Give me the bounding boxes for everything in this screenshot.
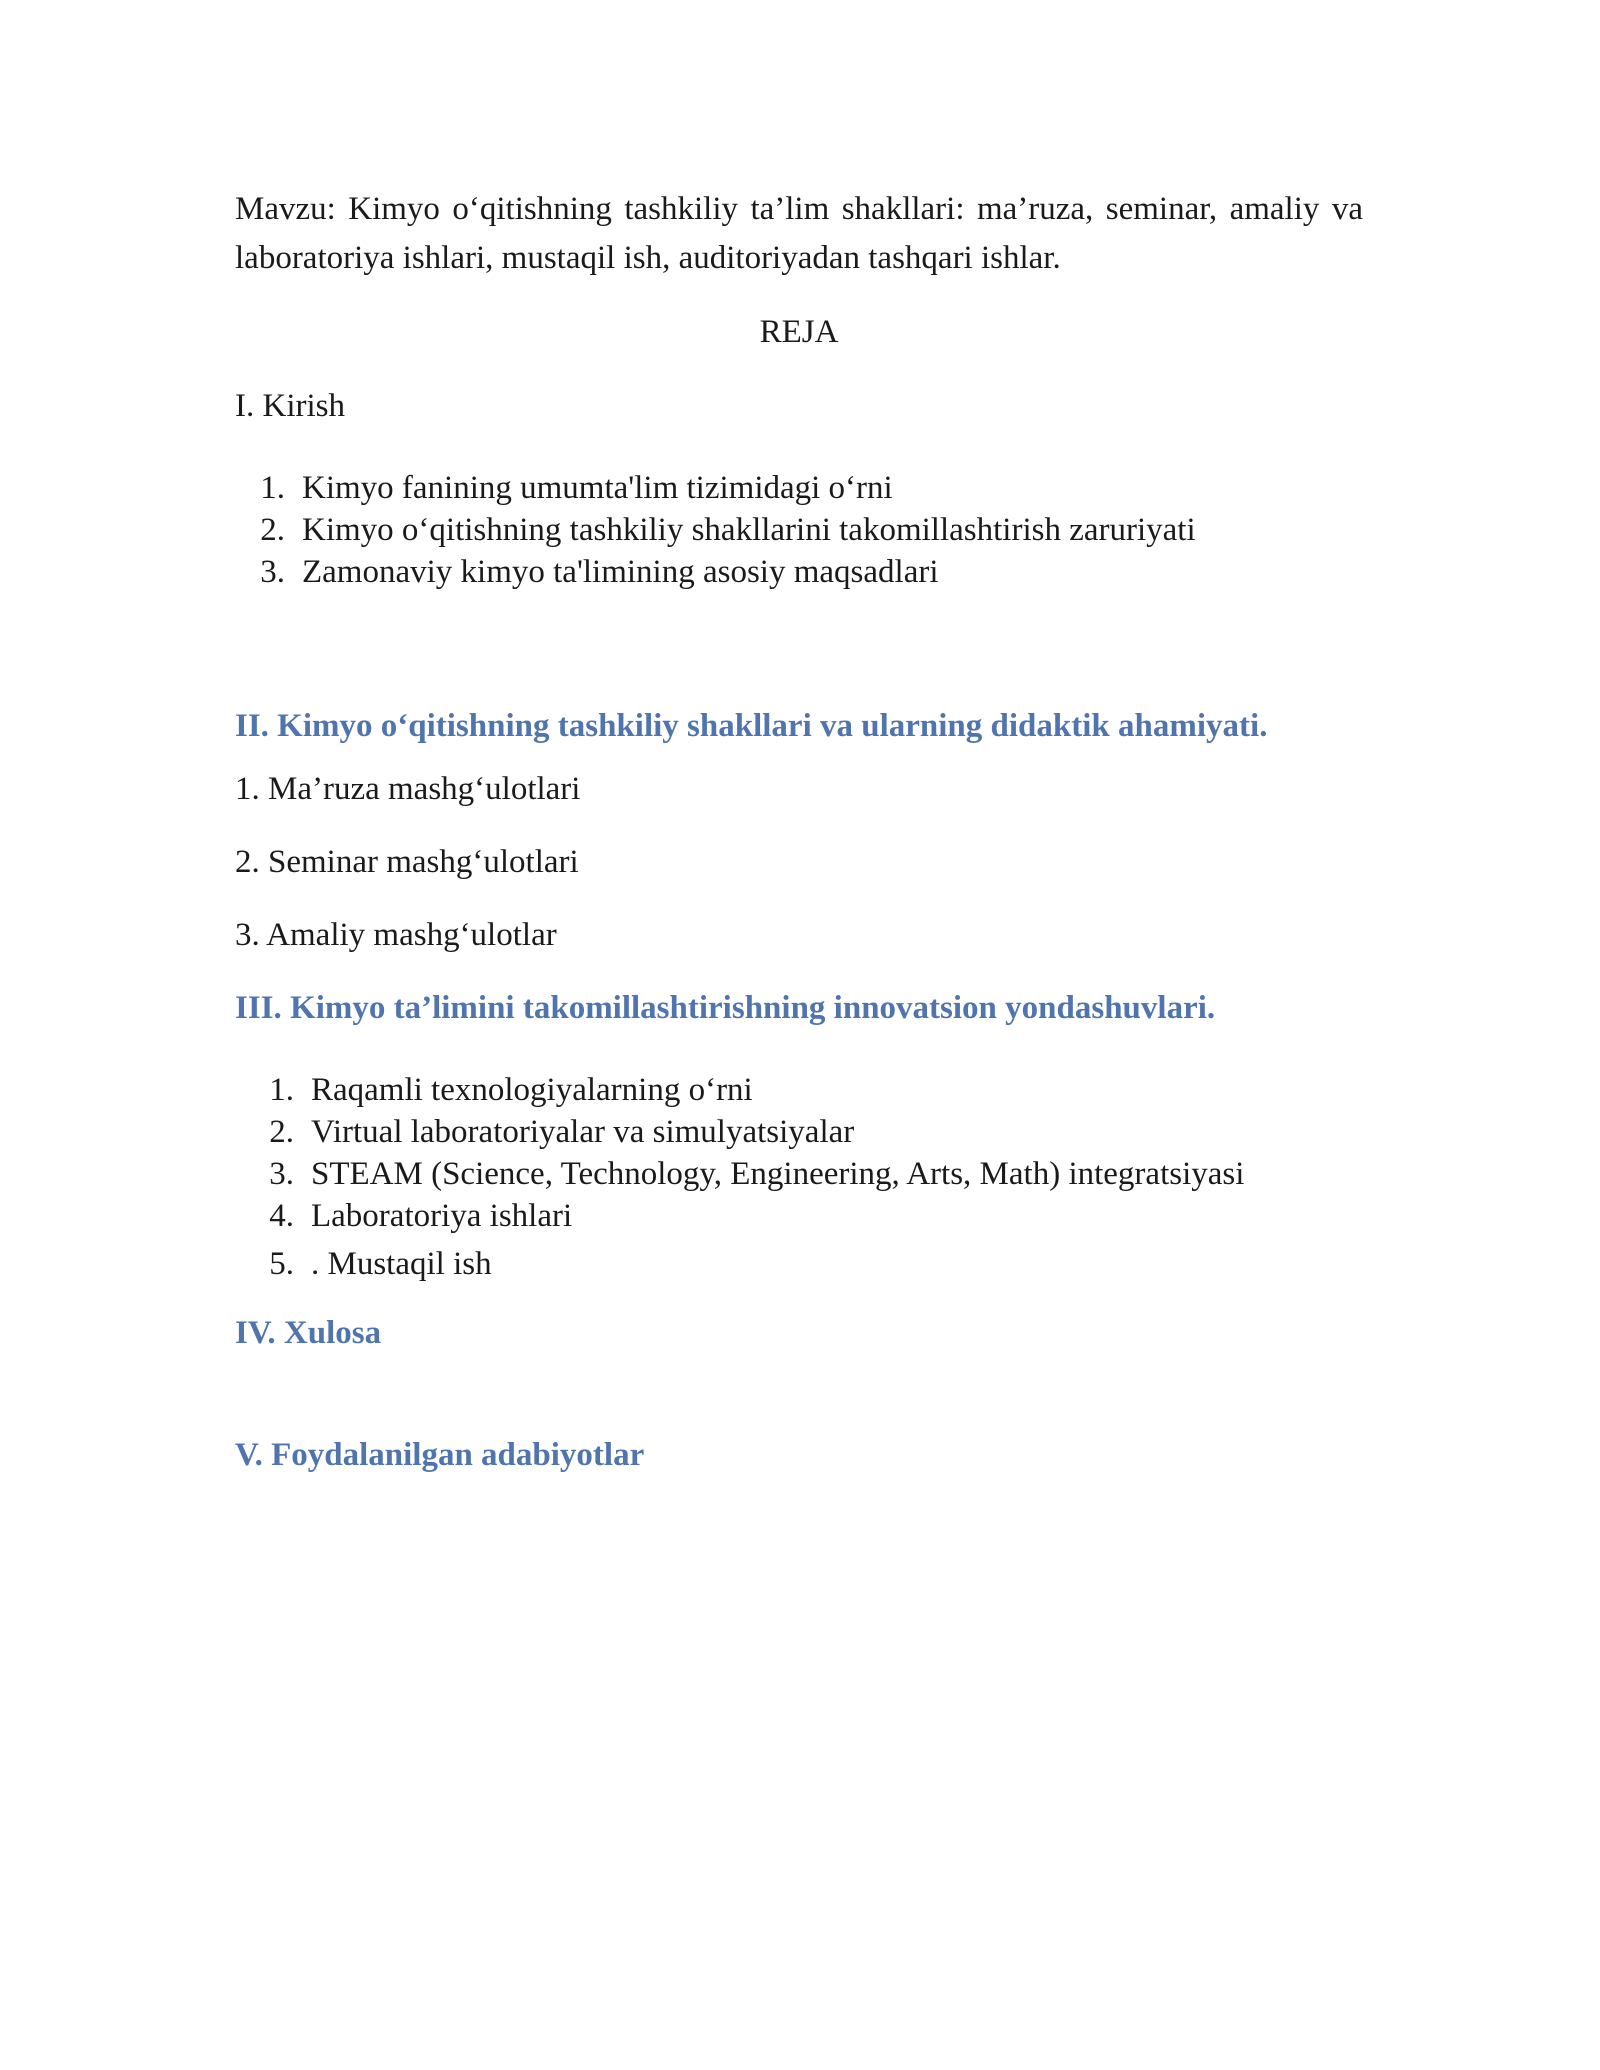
list-item-text: Kimyo o‘qitishning tashkiliy shakllarini takomillashtirish zaruriyati [302, 512, 1196, 548]
list-item [235, 1243, 1363, 1285]
list-item [235, 467, 1363, 509]
list-item-text: . Mustaqil ish [311, 1246, 492, 1282]
list-item-number: 1. [260, 470, 285, 506]
section-2-item: 1. Ma’ruza mashg‘ulotlari [235, 771, 581, 807]
section-3-list [235, 1069, 1363, 1285]
list-item-number: 3. [269, 1156, 294, 1192]
list-item [235, 551, 1363, 593]
list-item-number: 3. [260, 554, 285, 590]
list-item [235, 1069, 1363, 1111]
list-item [235, 509, 1363, 551]
list-item-text: Zamonaviy kimyo ta'limining asosiy maqsadlari [302, 554, 939, 590]
section-2-heading: II. Kimyo o‘qitishning tashkiliy shakllari va ularning didaktik ahamiyati. [235, 708, 1268, 744]
section-1-list [235, 467, 1363, 593]
plan-title: REJA [759, 314, 839, 350]
list-item [235, 1111, 1363, 1153]
section-1-title: I. Kirish [235, 388, 345, 424]
list-item-number: 2. [260, 512, 285, 548]
list-item-text: Laboratoriya ishlari [311, 1198, 573, 1234]
section-2-item: 3. Amaliy mashg‘ulotlar [235, 917, 557, 953]
list-item [235, 1153, 1363, 1195]
list-item-number: 2. [269, 1114, 294, 1150]
document-content [235, 185, 1363, 1480]
list-item [235, 1195, 1363, 1237]
topic-paragraph: Mavzu: Kimyo o‘qitishning tashkiliy ta’lim shakllari: ma’ruza, seminar, amaliy va laboratoriya ishlari, mustaqil ish, auditoriyadan tashqari ishlar. [235, 191, 1363, 276]
list-item-text: Raqamli texnologiyalarning o‘rni [311, 1072, 753, 1108]
list-item-text: Virtual laboratoriyalar va simulyatsiyalar [311, 1114, 855, 1150]
section-3-heading: III. Kimyo ta’limini takomillashtirishning innovatsion yondashuvlari. [235, 990, 1216, 1026]
section-2-item: 2. Seminar mashg‘ulotlari [235, 844, 579, 880]
list-item-number: 1. [269, 1072, 294, 1108]
list-item-number: 4. [269, 1198, 294, 1234]
list-item-number: 5. [269, 1246, 294, 1282]
section-5-heading: V. Foydalanilgan adabiyotlar [235, 1437, 645, 1473]
section-4-heading: IV. Xulosa [235, 1315, 382, 1351]
list-item-text: STEAM (Science, Technology, Engineering, Arts, Math) integratsiyasi [311, 1156, 1245, 1192]
list-item-text: Kimyo fanining umumta'lim tizimidagi o‘rni [302, 470, 893, 506]
